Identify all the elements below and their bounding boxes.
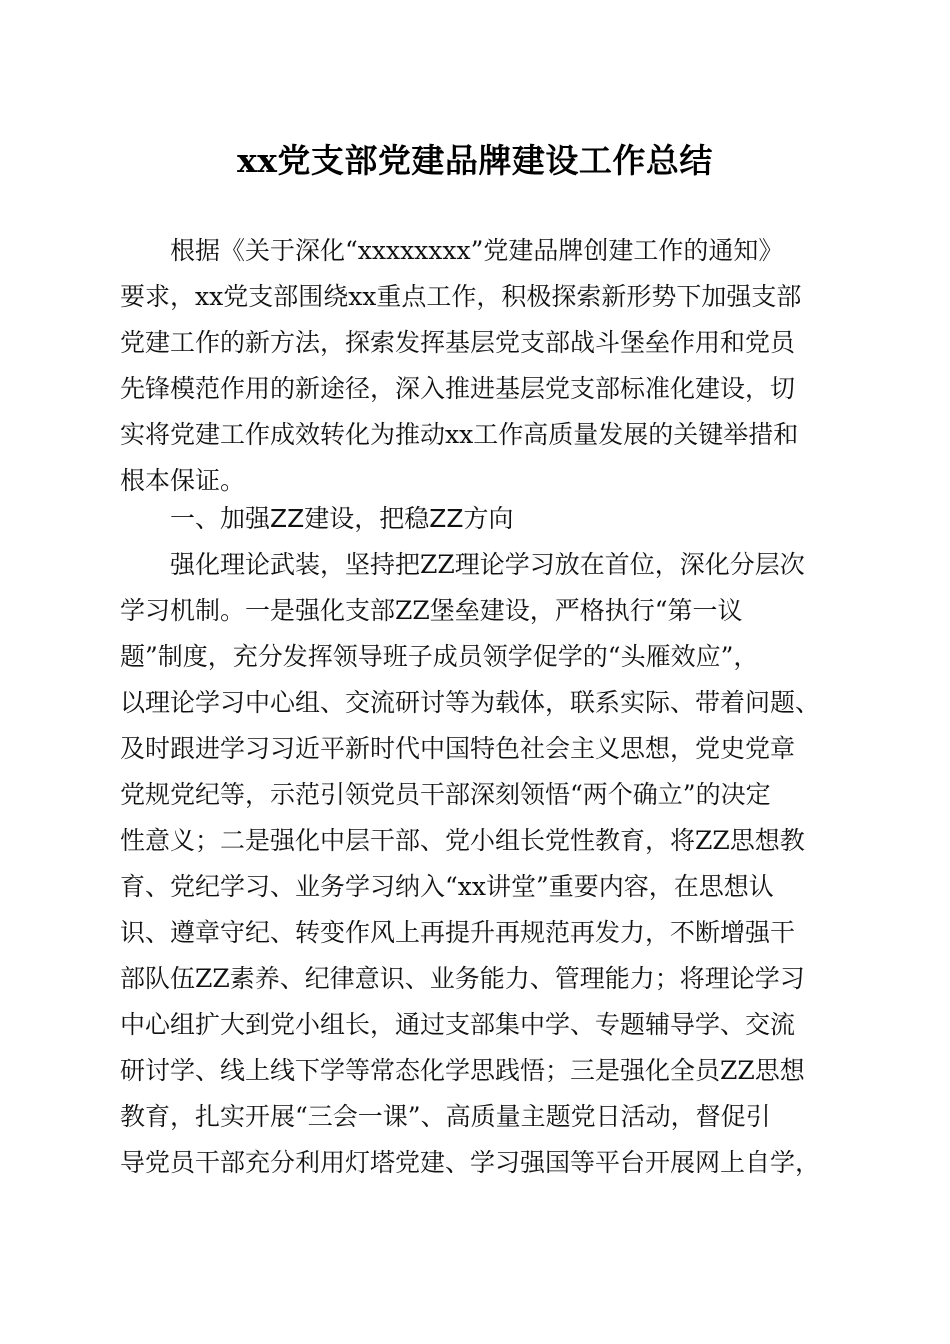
paragraph-line: 导党员干部充分利用灯塔党建、学习强国等平台开展网上自学， xyxy=(120,1148,821,1177)
paragraph-line: 及时跟进学习习近平新时代中国特色社会主义思想，党史党章 xyxy=(120,734,796,763)
paragraph-line: 根本保证。 xyxy=(120,466,246,495)
paragraph-line: 根据《关于深化“xxxxxxxx”党建品牌创建工作的通知》 xyxy=(170,236,784,265)
paragraph-line: 题”制度，充分发挥领导班子成员领学促学的“头雁效应”， xyxy=(120,642,759,671)
paragraph-line: 强化理论武装，坚持把ZZ理论学习放在首位，深化分层次 xyxy=(170,550,805,579)
paragraph-theory-study xyxy=(120,542,838,1186)
paragraph-line: 研讨学、线上线下学等常态化学思践悟；三是强化全员ZZ思想 xyxy=(120,1056,805,1085)
paragraph-line: 先锋模范作用的新途径，深入推进基层党支部标准化建设，切 xyxy=(120,374,796,403)
paragraph-line: 学习机制。一是强化支部ZZ堡垒建设，严格执行“第一议 xyxy=(120,596,743,625)
paragraph-intro xyxy=(120,228,838,504)
paragraph-line: 部队伍ZZ素养、纪律意识、业务能力、管理能力；将理论学习 xyxy=(120,964,805,993)
paragraph-line: 实将党建工作成效转化为推动xx工作高质量发展的关键举措和 xyxy=(120,420,799,449)
paragraph-line: 党建工作的新方法，探索发挥基层党支部战斗堡垒作用和党员 xyxy=(120,328,796,357)
document-title: xx党支部党建品牌建设工作总结 xyxy=(237,141,713,180)
paragraph-line: 要求，xx党支部围绕xx重点工作，积极探索新形势下加强支部 xyxy=(120,282,802,311)
section-heading: 一、加强ZZ建设，把稳ZZ方向 xyxy=(170,504,514,533)
paragraph-line: 识、遵章守纪、转变作风上再提升再规范再发力，不断增强干 xyxy=(120,918,796,947)
paragraph-line: 以理论学习中心组、交流研讨等为载体，联系实际、带着问题、 xyxy=(120,688,821,717)
paragraph-line: 教育，扎实开展“三会一课”、高质量主题党日活动，督促引 xyxy=(120,1102,771,1131)
paragraph-line: 中心组扩大到党小组长，通过支部集中学、专题辅导学、交流 xyxy=(120,1010,796,1039)
paragraph-line: 性意义；二是强化中层干部、党小组长党性教育，将ZZ思想教 xyxy=(120,826,805,855)
paragraph-line: 育、党纪学习、业务学习纳入“xx讲堂”重要内容，在思想认 xyxy=(120,872,774,901)
paragraph-line: 党规党纪等，示范引领党员干部深刻领悟“两个确立”的决定 xyxy=(120,780,771,809)
